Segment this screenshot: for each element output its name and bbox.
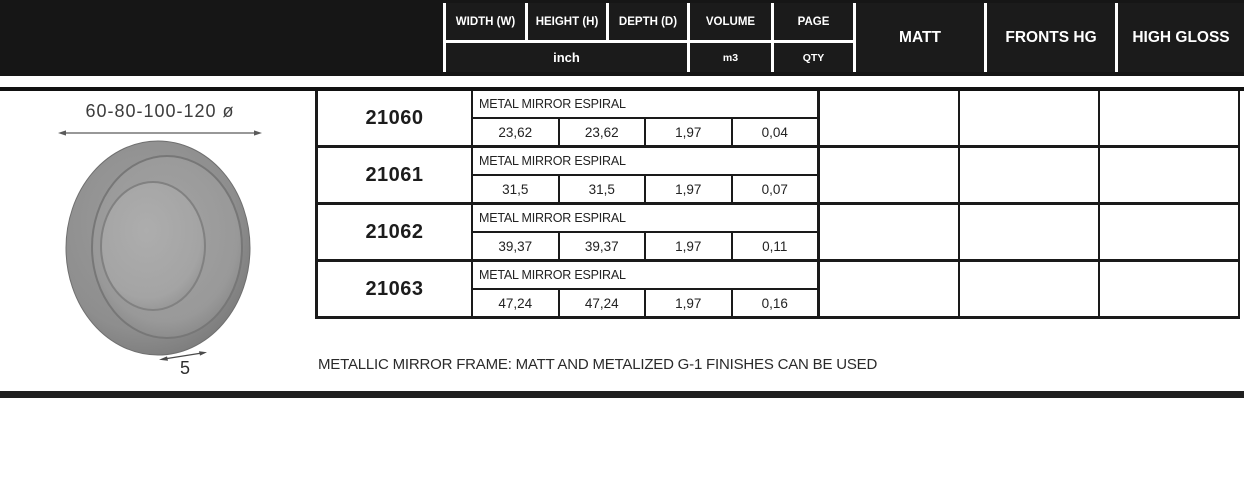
product-detail-cell	[473, 148, 820, 202]
unit-header-m3: m3	[690, 43, 771, 72]
width-value: 47,24	[473, 290, 560, 316]
unit-header-qty: QTY	[774, 43, 853, 72]
width-value: 23,62	[473, 119, 560, 145]
mirror-product-image	[64, 138, 256, 360]
product-code: 21063	[318, 262, 473, 316]
column-header-page: PAGE	[774, 3, 853, 40]
column-header-height: HEIGHT (H)	[528, 3, 606, 40]
table-row	[318, 148, 1238, 205]
depth-value: 1,97	[646, 119, 733, 145]
table-row	[318, 262, 1238, 319]
volume-value: 0,11	[762, 238, 788, 254]
depth-value: 1,97	[646, 176, 733, 202]
height-value: 39,37	[560, 233, 647, 259]
product-name: METAL MIRROR ESPIRAL	[473, 148, 817, 176]
product-name: METAL MIRROR ESPIRAL	[473, 91, 817, 119]
section-divider-bottom	[0, 391, 1244, 398]
volume-value: 0,04	[761, 124, 788, 140]
product-code: 21060	[318, 91, 473, 145]
matt-cell	[820, 262, 960, 316]
column-header-depth: DEPTH (D)	[609, 3, 687, 40]
product-code: 21061	[318, 148, 473, 202]
high-gloss-cell	[1100, 205, 1238, 259]
matt-cell	[820, 148, 960, 202]
volume-value: 0,07	[761, 181, 788, 197]
width-value: 31,5	[473, 176, 560, 202]
column-header-fronts-hg: FRONTS HG	[987, 3, 1115, 72]
product-name: METAL MIRROR ESPIRAL	[473, 262, 817, 290]
height-value: 47,24	[560, 290, 647, 316]
height-value: 23,62	[560, 119, 647, 145]
product-detail-cell	[473, 91, 820, 145]
unit-header-inch: inch	[446, 43, 687, 72]
finish-note-text: METALLIC MIRROR FRAME: MATT AND METALIZED G-1 FINISHES CAN BE USED	[318, 356, 878, 373]
depth-value: 1,97	[646, 290, 733, 316]
column-header-high-gloss: HIGH GLOSS	[1118, 3, 1244, 72]
depth-value: 1,97	[646, 233, 733, 259]
product-name: METAL MIRROR ESPIRAL	[473, 205, 817, 233]
height-value: 31,5	[560, 176, 647, 202]
product-detail-cell	[473, 262, 820, 316]
diameter-dimension-label: 60-80-100-120 ø	[85, 101, 235, 121]
matt-cell	[820, 205, 960, 259]
catalog-header-bar	[0, 0, 1244, 76]
high-gloss-cell	[1100, 148, 1238, 202]
product-spec-table	[315, 91, 1240, 319]
fronts-hg-cell	[960, 148, 1100, 202]
table-row	[318, 205, 1238, 262]
column-header-width: WIDTH (W)	[446, 3, 525, 40]
column-header-matt: MATT	[856, 3, 984, 72]
volume-value: 0,16	[761, 295, 788, 311]
product-detail-cell	[473, 205, 820, 259]
matt-cell	[820, 91, 960, 145]
fronts-hg-cell	[960, 91, 1100, 145]
width-value: 39,37	[473, 233, 560, 259]
column-header-volume: VOLUME	[690, 3, 771, 40]
high-gloss-cell	[1100, 262, 1238, 316]
table-row	[318, 91, 1238, 148]
fronts-hg-cell	[960, 262, 1100, 316]
fronts-hg-cell	[960, 205, 1100, 259]
depth-dimension-label: 5	[179, 358, 190, 378]
high-gloss-cell	[1100, 91, 1238, 145]
product-code: 21062	[318, 205, 473, 259]
